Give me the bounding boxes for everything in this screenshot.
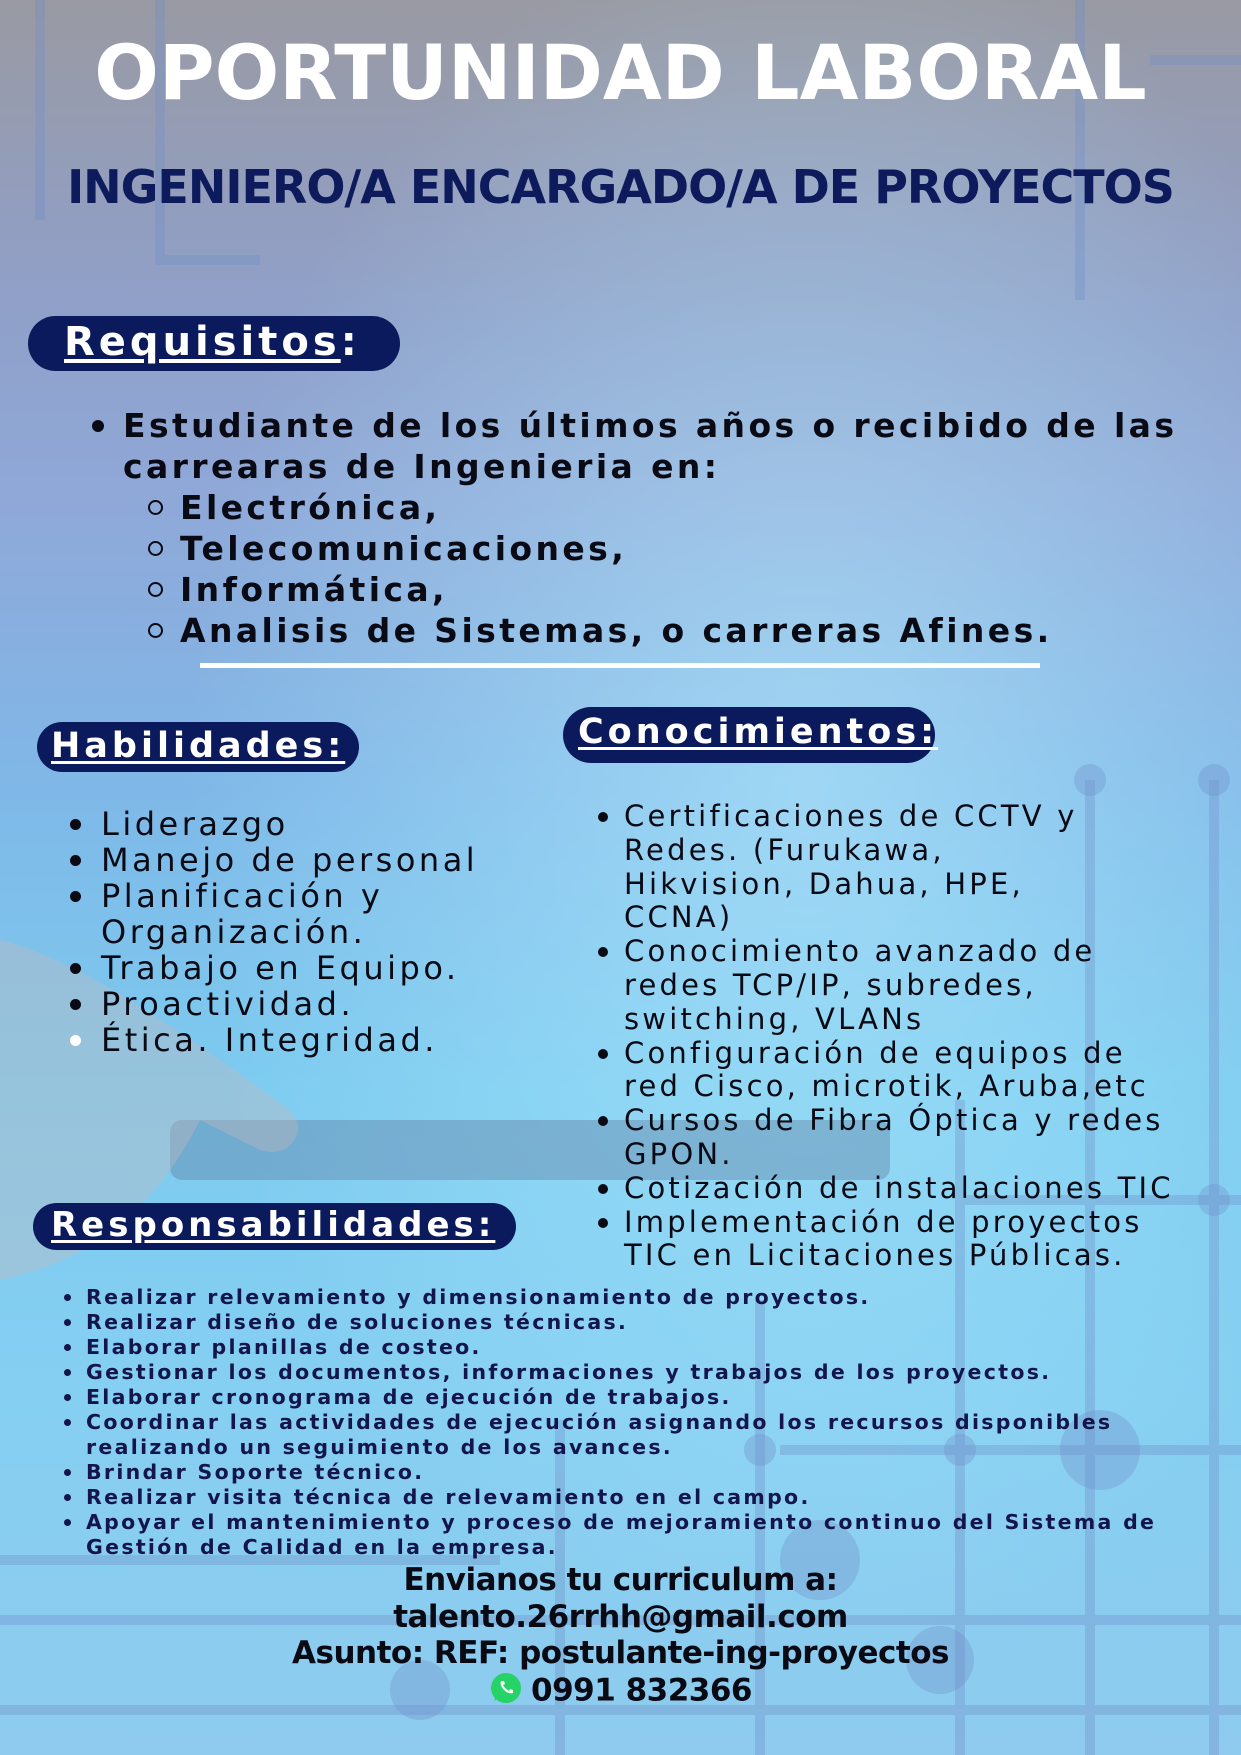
responsabilidad-text: Coordinar las actividades de ejecución asignando los recursos disponibles realizando un seguimiento de los avances. [86,1410,1113,1459]
requisitos-heading-text: Requisitos [64,319,341,365]
list-item [60,1335,1200,1360]
responsabilidad-text: Brindar Soporte técnico. [86,1460,425,1484]
responsabilidad-text: Realizar relevamiento y dimensionamiento de proyectos. [86,1285,871,1309]
contact-phone-row [0,1671,1241,1713]
section-divider [200,663,1040,668]
list-item [60,1485,1200,1510]
list-item [60,1310,1200,1335]
habilidad-text: Planificación y Organización. [101,877,384,951]
list-item [60,1510,1196,1560]
list-item [594,1037,1164,1105]
habilidad-text: Ética. Integridad. [101,1021,438,1059]
responsabilidad-text: Apoyar el mantenimiento y proceso de mejoramiento continuo del Sistema de Gestión de Calidad en la empresa. [86,1510,1157,1559]
conocimientos-heading [563,707,939,763]
list-item [594,1104,1184,1172]
habilidad-text: Manejo de personal [101,841,479,879]
conocimiento-text: Certificaciones de CCTV y Redes. (Furukawa, Hikvision, Dahua, HPE, CCNA) [624,799,1078,935]
job-title: INGENIERO/A ENCARGADO/A DE PROYECTOS [67,160,1174,214]
responsabilidad-text: Elaborar planillas de costeo. [86,1335,482,1359]
list-item [60,1385,1200,1410]
responsabilidades-heading-text: Responsabilidades: [51,1205,496,1245]
requisitos-sub-item: Electrónica, [88,487,1198,528]
list-item [66,878,461,950]
list-item [66,950,478,986]
conocimiento-text: Conocimiento avanzado de redes TCP/IP, subredes, switching, VLANs [624,934,1096,1036]
conocimiento-text: Cursos de Fibra Óptica y redes GPON. [624,1103,1164,1171]
list-item [66,1022,478,1058]
list-item [60,1460,1200,1485]
conocimientos-list [594,800,1194,1273]
habilidades-list [66,806,478,1058]
requisitos-heading-colon: : [340,319,361,365]
list-item [60,1410,1166,1460]
requisitos-item: Estudiante de los últimos años o recibido de las carrearas de Ingenieria en: [88,405,1198,487]
requisitos-list [88,405,1198,651]
responsabilidades-heading [33,1203,516,1250]
page-title: OPORTUNIDAD LABORAL [94,28,1147,117]
habilidad-text: Liderazgo [101,805,289,843]
contact-intro: Envianos tu curriculum a: [403,1562,838,1598]
list-item [594,1172,1224,1206]
requisitos-sub-item: Informática, [88,569,1198,610]
list-item [60,1285,1200,1310]
list-item [66,986,478,1022]
habilidades-heading-text: Habilidades: [51,726,346,766]
conocimiento-text: Configuración de equipos de red Cisco, microtik, Aruba,etc [624,1035,1149,1104]
responsabilidad-text: Elaborar cronograma de ejecución de trabajos. [86,1385,732,1409]
requisitos-sub-item: Analisis de Sistemas, o carreras Afines. [88,610,1198,651]
conocimiento-text: Implementación de proyectos TIC en Licitaciones Públicas. [624,1204,1143,1273]
requisitos-sub-item: Telecomunicaciones, [88,528,1198,569]
habilidad-text: Proactividad. [101,985,355,1023]
list-item [594,935,1114,1036]
list-item [66,806,478,842]
list-item [594,800,1114,935]
whatsapp-icon [489,1671,523,1713]
responsabilidad-text: Realizar visita técnica de relevamiento en el campo. [86,1485,811,1509]
responsabilidad-text: Realizar diseño de soluciones técnicas. [86,1310,629,1334]
responsabilidades-list [60,1285,1200,1560]
conocimientos-heading-text: Conocimientos: [578,712,939,752]
list-item [66,842,478,878]
responsabilidad-text: Gestionar los documentos, informaciones y trabajos de los proyectos. [86,1360,1052,1384]
conocimiento-text: Cotización de instalaciones TIC [624,1170,1174,1205]
contact-phone[interactable]: 0991 832366 [531,1672,752,1709]
requisitos-heading [28,316,400,371]
contact-email[interactable]: talento.26rrhh@gmail.com [393,1599,848,1635]
contact-subject: Asunto: REF: postulante-ing-proyectos [292,1635,949,1671]
list-item [594,1206,1144,1274]
habilidad-text: Trabajo en Equipo. [101,949,460,987]
habilidades-heading [37,722,359,772]
list-item [60,1360,1200,1385]
